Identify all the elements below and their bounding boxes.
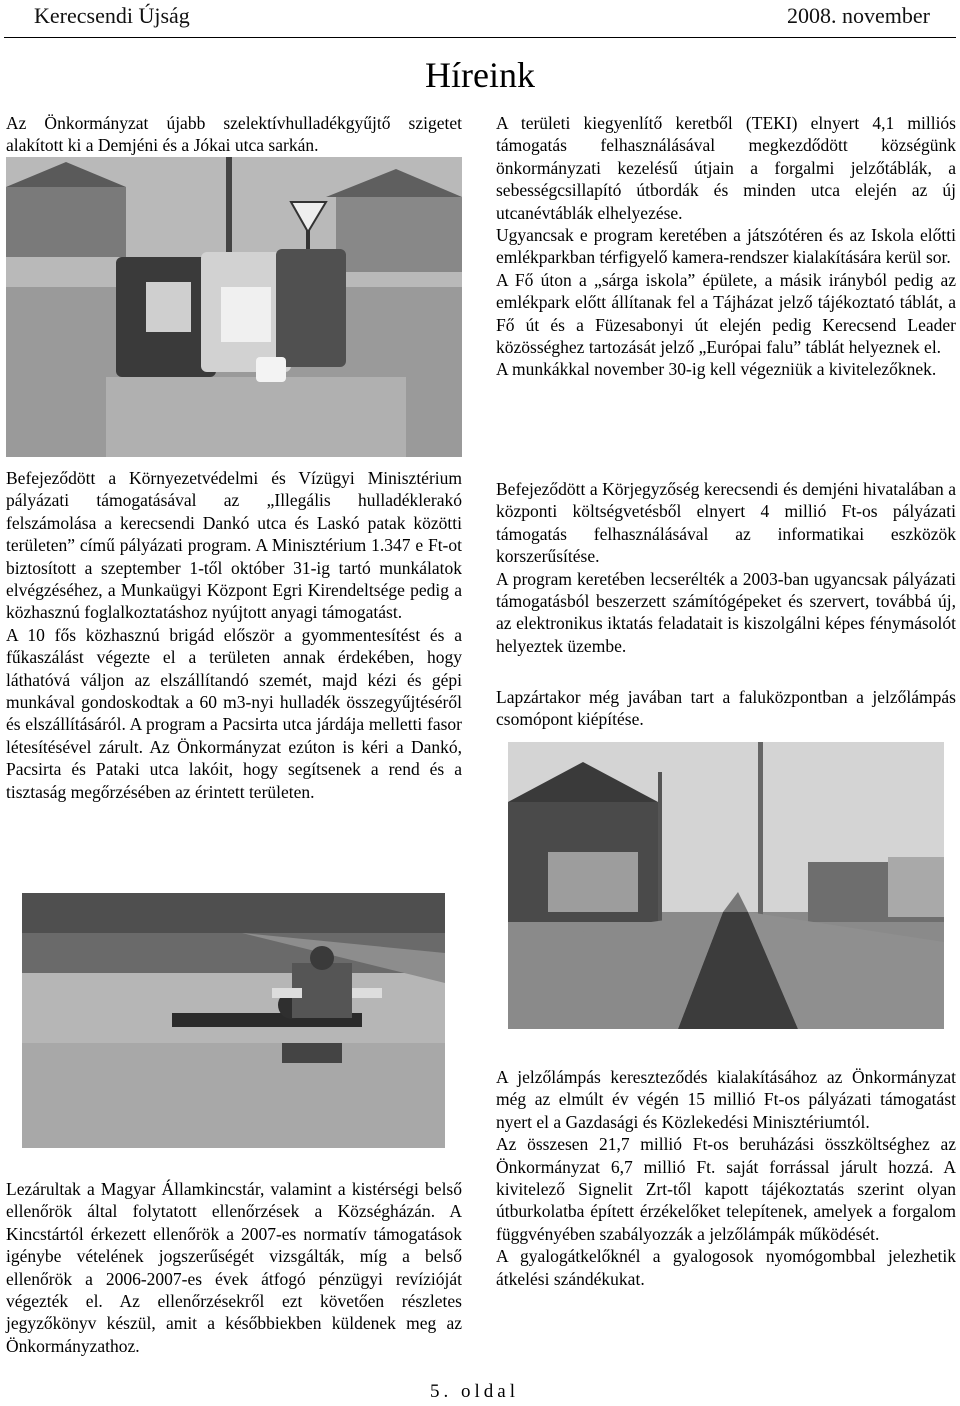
article-waste-removal	[6, 467, 462, 803]
publication-name: Kerecsendi Újság	[34, 3, 190, 28]
article-paragraph: Ugyancsak e program keretében a játszótéren és az Iskola előtti emlékparkban térfigyelő kamera-rendszer kialakítására kerül sor.	[496, 225, 956, 268]
workers-road-photo	[22, 893, 445, 1148]
page-number: 5. oldal	[430, 1381, 519, 1402]
article-paragraph: Befejeződött a Körjegyzőség kerecsendi és demjéni hivatalában a központi költségvetésből elnyert 4 millió Ft-os pályázati támogatás felhasználásával az informatikai eszközök korszerűsítése.	[496, 479, 956, 567]
recycling-bins-photo	[6, 157, 462, 457]
article-paragraph: A program keretében lecserélték a 2003-ban ugyancsak pályázati támogatásból beszerzett számítógépeket és szervert, továbbá új, az elektronikus iktatás feladatait is kiszolgálni képes fénymásolót helyeztek üzembe.	[496, 568, 956, 656]
street-construction-photo	[508, 742, 944, 1029]
article-paragraph: A területi kiegyenlítő keretből (TEKI) elnyert 4,1 milliós támogatás felhasználásával megkezdődött községünk önkormányzati kezelésű útjain a forgalmi jelzőtáblák, a sebességcsillapító útbordák és minden utca elején az új utcanévtáblák elhelyezése.	[496, 113, 956, 223]
header-rule	[4, 37, 956, 38]
article-paragraph: A gyalogátkelőknél a gyalogosok nyomógombbal jelezhetik átkelési szándékukat.	[496, 1246, 956, 1289]
section-title: Híreink	[425, 55, 535, 95]
article-traffic-lights	[496, 1066, 956, 1290]
article-paragraph: A 10 fős közhasznú brigád először a gyommentesítést és a fűkaszálást végezte el a területen annak érdekében, hogy láthatóvá váljon az elszállítandó szemét, majd kézi és gépi munkával gondoskodtak a 60 m3-nyi hulladék összegyűjtéséről és elszállításáról. A program a Pacsirta utca járdája melletti fasor létesítésével zárult. Az Önkormányzat ezúton is kéri a Dankó, Pacsirta és Pataki utca lakóit, hogy segítsenek a rend és a tisztaság megőrzésében az érintett területen.	[6, 624, 462, 802]
article-traffic-signs	[496, 112, 956, 381]
article-paragraph: A munkákkal november 30-ig kell végezniük a kivitelezőknek.	[496, 359, 937, 380]
issue-date: 2008. november	[787, 3, 930, 28]
article-paragraph: Befejeződött a Környezetvédelmi és Vízügyi Minisztérium pályázati támogatásával az „Illegális hulladéklerakó felszámolása a kerecsendi Dankó utca és Laskó patak közötti területen” című pályázati program. A Minisztérium 1.347 e Ft-ot biztosított a szeptember 1-től október 31-ig tartó munkálatok elvégzéséhez, a Munkaügyi Központ Egri Kirendeltsége pedig a közhasznú foglalkoztatáshoz nyújtott anyagi támogatást.	[6, 468, 462, 623]
article-traffic-light-deadline: Lapzártakor még javában tart a faluközpontban a jelzőlámpás csomópont kiépítése.	[496, 687, 956, 730]
article-it-upgrade	[496, 478, 956, 657]
article-paragraph: A jelzőlámpás kereszteződés kialakításához az Önkormányzat még az elmúlt év végén 15 millió Ft-os pályázati támogatást nyert el a Gazdasági és Közlekedési Minisztériumtól.	[496, 1067, 956, 1132]
article-paragraph: A Fő úton a „sárga iskola” épülete, a másik irányból pedig az emlékpark előtt állítanak fel a Tájházat jelző tájékoztató táblát, a Fő út és a Füzesabonyi út elején pedig Kerecsend Leader közösséghez tartozását jelző „Európai falu” táblát helyeznek el.	[496, 269, 956, 358]
photo-caption-recycling: Az Önkormányzat újabb szelektívhulladékgyűjtő szigetet alakított ki a Demjéni és a Jókai utca sarkán.	[6, 113, 462, 156]
article-paragraph: Az összesen 21,7 millió Ft-os beruházási összköltséghez az Önkormányzat 6,7 millió Ft. saját forrással járult hozzá. A kivitelező Signelit Zrt-től kapott tájékoztatás szerint olyan útburkolatba épített érzékelőket telepítenek, amelyek a forgalom függvényében szabályozzák a jelzőlámpák működését.	[496, 1134, 956, 1244]
article-audit: Lezárultak a Magyar Államkincstár, valamint a kistérségi belső ellenőrök által folytatott ellenőrzések a Községházán. A Kincstártól érkezett ellenőrök a 2007-es normatív támogatások igénybe vételének jogszerűségét vizsgálták, míg a belső ellenőrök a 2006-2007-es évek átfogó pénzügyi revízióját végezték el. Az ellenőrzésekről ezt követően részletes jegyzőkönyv készül, amit a későbbiekben küldenek meg az Önkormányzathoz.	[6, 1179, 462, 1356]
